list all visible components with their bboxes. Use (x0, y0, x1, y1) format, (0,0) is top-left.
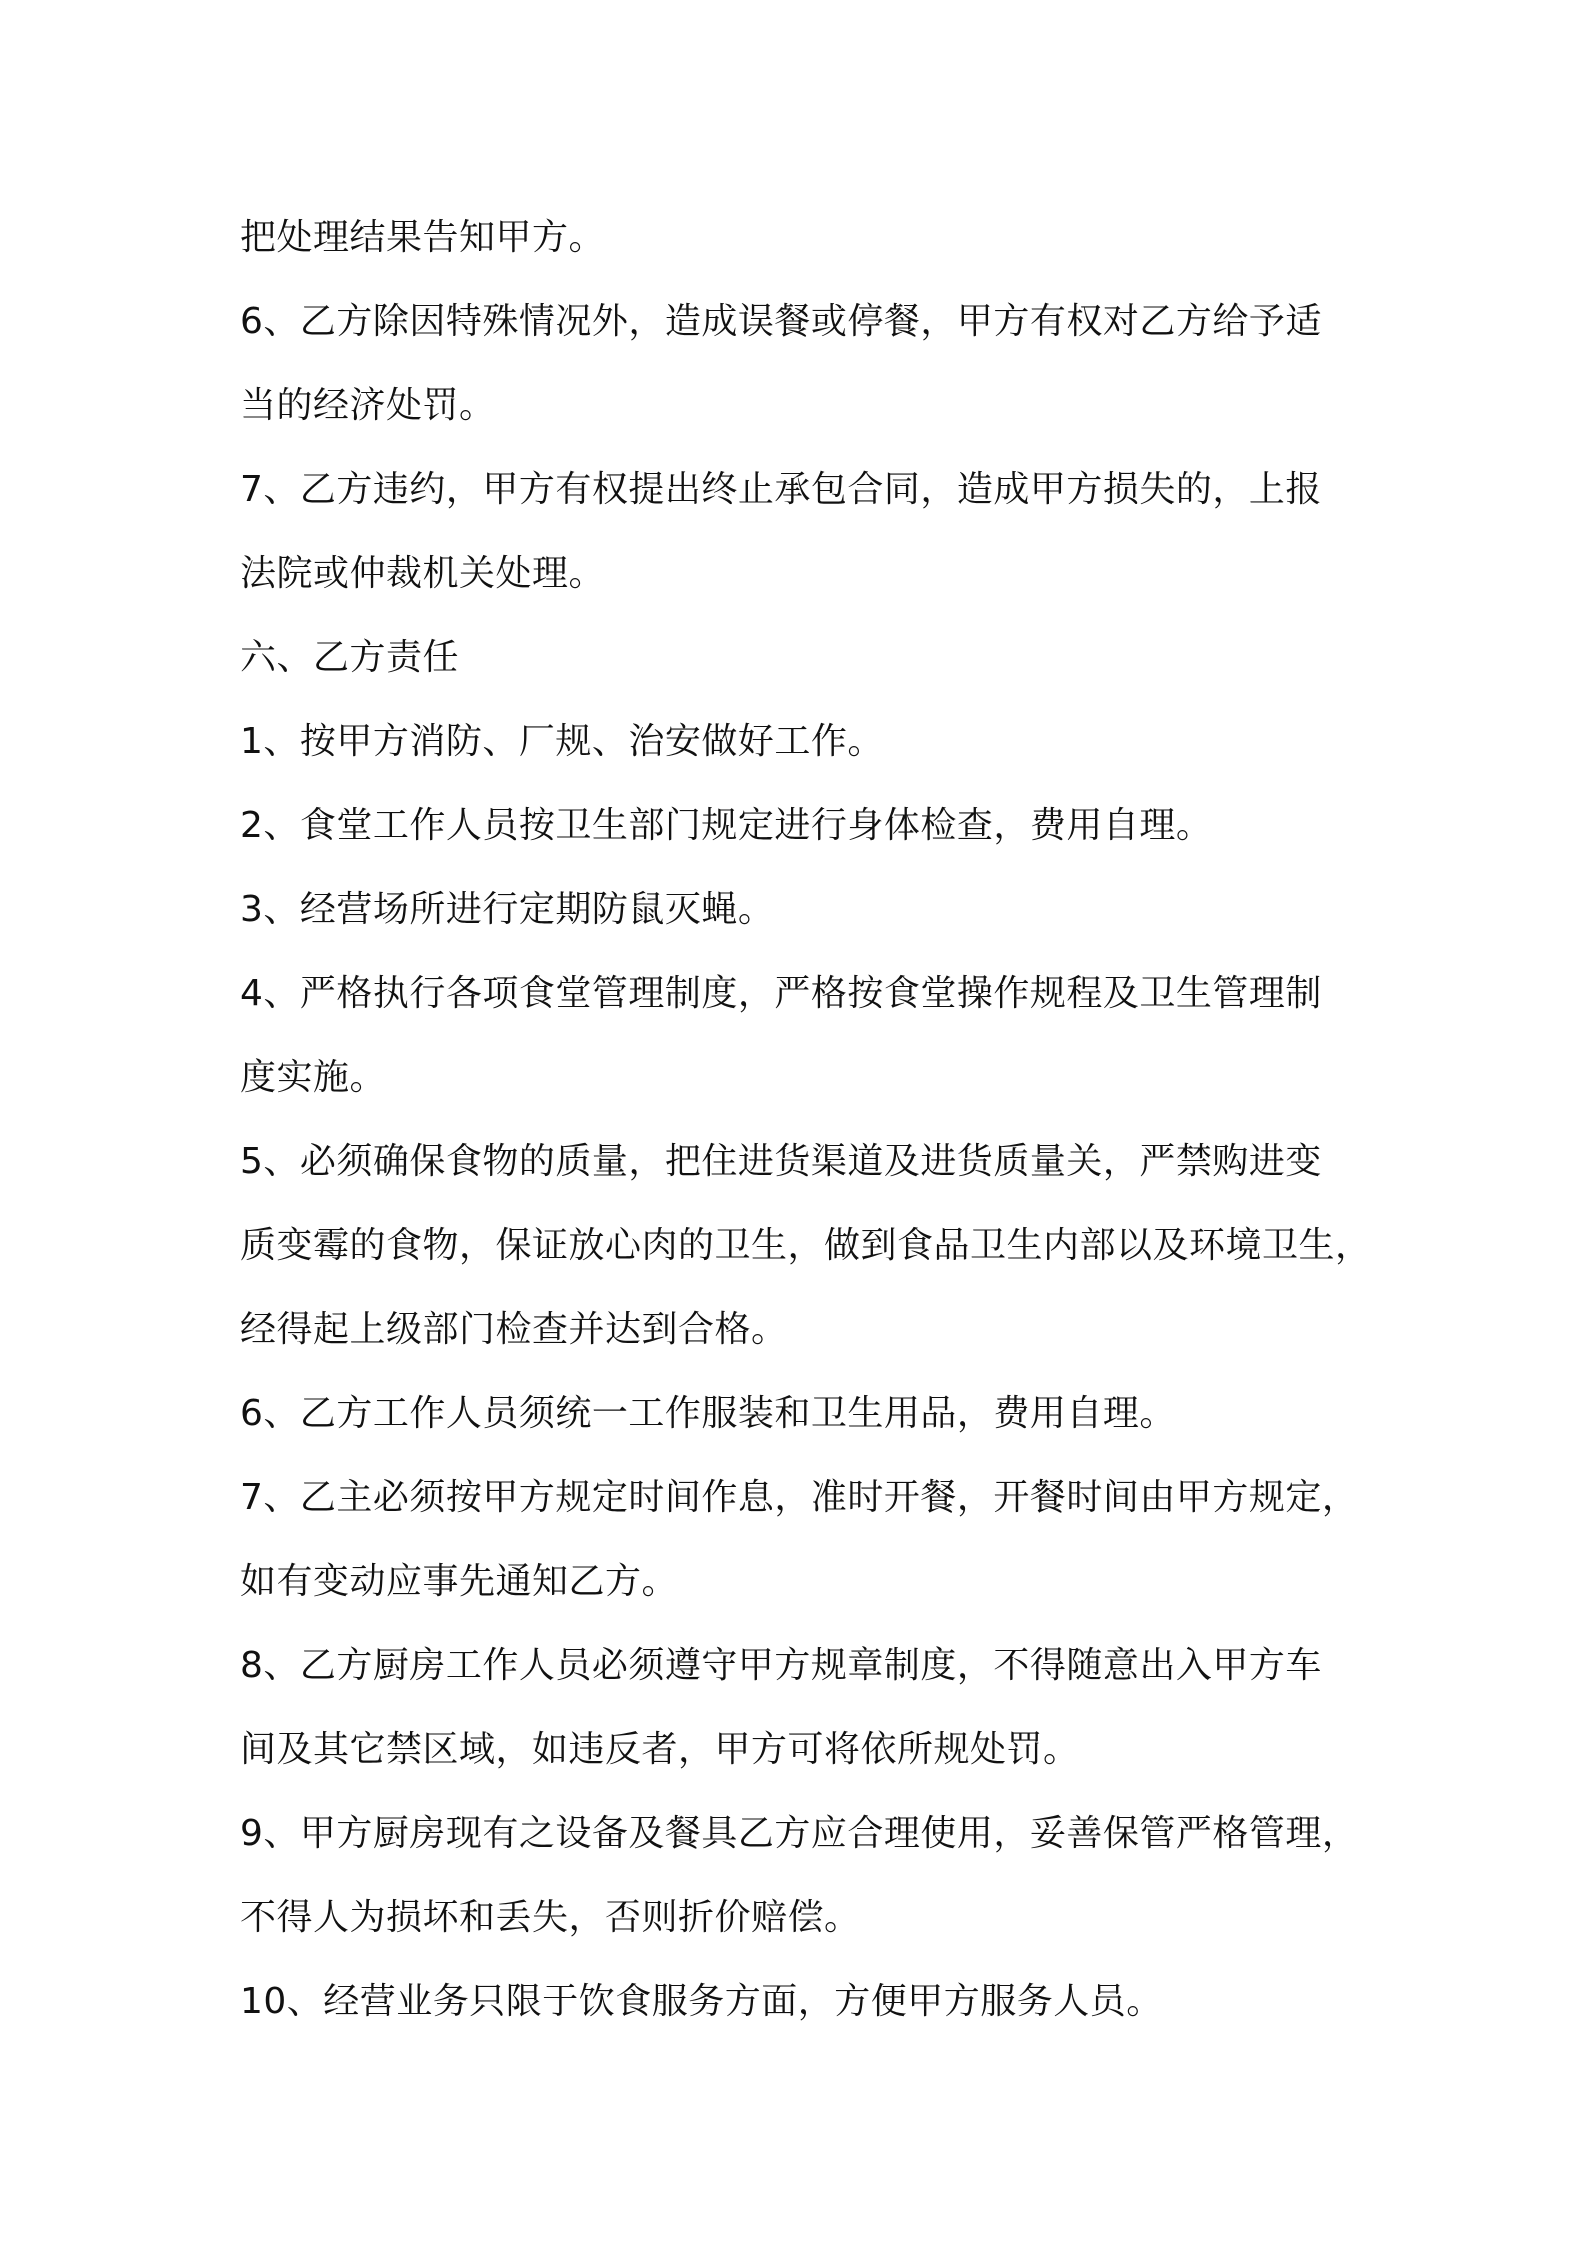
text-line: 质变霉的食物，保证放心肉的卫生，做到食品卫生内部以及环境卫生， (240, 1225, 1372, 1266)
text-line: 1、按甲方消防、厂规、治安做好工作。 (240, 721, 884, 762)
text-line: 如有变动应事先通知乙方。 (240, 1561, 679, 1602)
text-line: 7、乙方违约，甲方有权提出终止承包合同，造成甲方损失的，上报 (240, 469, 1322, 510)
text-line: 6、乙方除因特殊情况外，造成误餐或停餐，甲方有权对乙方给予适 (240, 301, 1322, 342)
text-line: 间及其它禁区域，如违反者，甲方可将依所规处罚。 (240, 1729, 1080, 1770)
document-body (240, 196, 1370, 2044)
text-line: 10、经营业务只限于饮食服务方面，方便甲方服务人员。 (240, 1981, 1163, 2022)
text-line: 4、严格执行各项食堂管理制度，严格按食堂操作规程及卫生管理制 (240, 973, 1322, 1014)
text-line: 2、食堂工作人员按卫生部门规定进行身体检查，费用自理。 (240, 805, 1213, 846)
text-line: 度实施。 (240, 1057, 387, 1098)
text-line: 7、乙主必须按甲方规定时间作息，准时开餐，开餐时间由甲方规定， (240, 1477, 1359, 1518)
text-line: 3、经营场所进行定期防鼠灭蝇。 (240, 889, 775, 930)
text-line: 8、乙方厨房工作人员必须遵守甲方规章制度，不得随意出入甲方车 (240, 1645, 1322, 1686)
text-line: 把处理结果告知甲方。 (240, 217, 606, 258)
section-heading: 六、乙方责任 (240, 637, 460, 678)
text-line: 6、乙方工作人员须统一工作服装和卫生用品，费用自理。 (240, 1393, 1176, 1434)
text-line: 9、甲方厨房现有之设备及餐具乙方应合理使用，妥善保管严格管理， (240, 1813, 1359, 1854)
text-line: 法院或仲裁机关处理。 (240, 553, 606, 594)
text-line: 5、必须确保食物的质量，把住进货渠道及进货质量关，严禁购进变 (240, 1141, 1322, 1182)
text-line: 经得起上级部门检查并达到合格。 (240, 1309, 788, 1350)
text-line: 不得人为损坏和丢失，否则折价赔偿。 (240, 1897, 861, 1938)
text-line: 当的经济处罚。 (240, 385, 496, 426)
